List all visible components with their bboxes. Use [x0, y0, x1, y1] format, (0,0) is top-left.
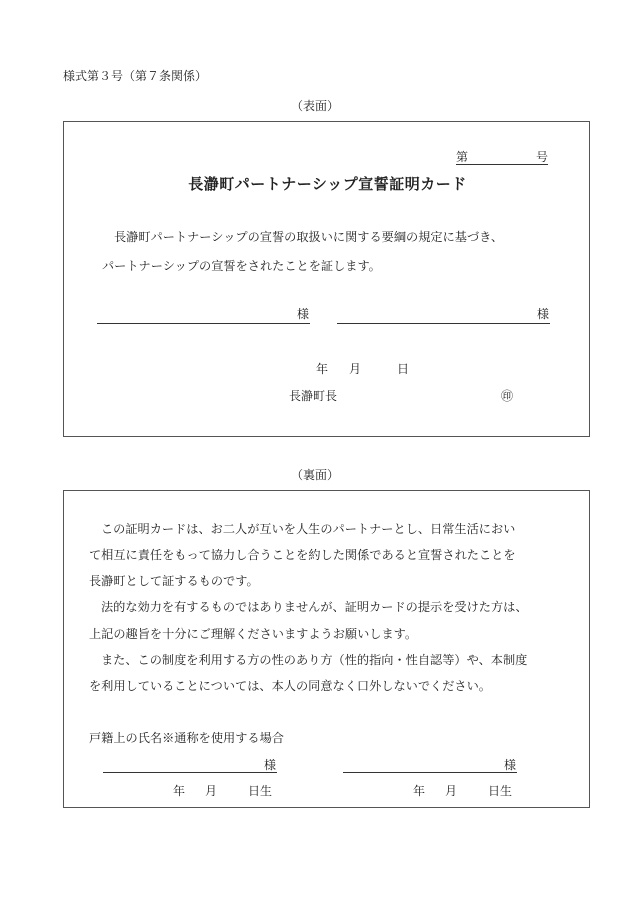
name-honorific: 様: [264, 758, 277, 772]
registry-name-field: [103, 754, 277, 773]
notice-line: を利用していることについては、本人の同意なく口外しないでください。: [89, 679, 491, 693]
partner-name-field: [337, 305, 550, 324]
seal-icon: ㊞: [501, 389, 514, 403]
notice-line: また、この制度を利用する方の性のあり方（性的指向・性自認等）や、本制度: [101, 653, 528, 667]
registry-name-note: 戸籍上の氏名※通称を使用する場合: [89, 731, 284, 745]
birth-date-year: 年: [413, 784, 426, 798]
card-title: 長瀞町パートナーシップ宣誓証明カード: [188, 175, 467, 193]
certificate-number-suffix: 号: [536, 150, 549, 164]
issuer-title: 長瀞町長: [289, 389, 338, 403]
front-card: [63, 121, 590, 437]
issue-date-year: 年: [316, 362, 329, 376]
certificate-number-prefix: 第: [456, 150, 469, 164]
partner-name-field: [97, 305, 310, 324]
name-honorific: 様: [297, 307, 310, 321]
back-side-label: （裏面）: [290, 468, 339, 482]
birth-date-day: 日生: [488, 784, 513, 798]
notice-line: 長瀞町として証するものです。: [89, 574, 259, 588]
notice-line: 上記の趣旨を十分にご理解くださいますようお願いします。: [89, 627, 418, 641]
birth-date-year: 年: [173, 784, 186, 798]
form-number: 様式第３号（第７条関係）: [63, 69, 208, 83]
registry-name-field: [343, 754, 517, 773]
certification-line: 長瀞町パートナーシップの宣誓の取扱いに関する要綱の規定に基づき、: [114, 230, 504, 244]
birth-date-month: 月: [205, 784, 218, 798]
notice-line: て相互に責任をもって協力し合うことを約した関係であると宣誓されたことを: [89, 548, 516, 562]
birth-date-month: 月: [445, 784, 458, 798]
certificate-number-line: [456, 148, 548, 165]
issue-date-month: 月: [349, 362, 362, 376]
issue-date-day: 日: [397, 362, 410, 376]
front-side-label: （表面）: [290, 99, 339, 113]
back-card: [63, 490, 590, 808]
name-honorific: 様: [504, 758, 517, 772]
notice-line: 法的な効力を有するものではありませんが、証明カードの提示を受けた方は、: [101, 600, 528, 614]
birth-date-day: 日生: [248, 784, 273, 798]
name-honorific: 様: [537, 307, 550, 321]
certification-line: パートナーシップの宣誓をされたことを証します。: [102, 259, 381, 273]
notice-line: この証明カードは、お二人が互いを人生のパートナーとし、日常生活におい: [101, 522, 516, 536]
